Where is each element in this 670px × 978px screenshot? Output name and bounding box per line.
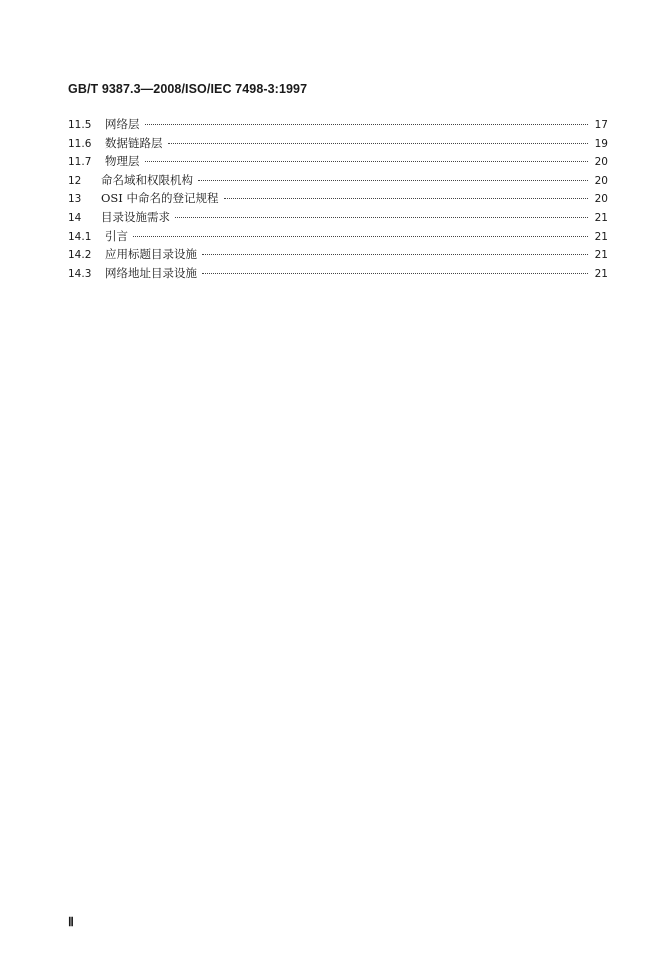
dot-leader (133, 236, 588, 237)
toc-entry-number: 12 (68, 174, 82, 187)
toc-entry-number: 14.3 (68, 267, 92, 280)
toc-entry-title: 网络层 (105, 117, 140, 131)
toc-entry-number: 11.5 (68, 119, 92, 131)
toc-entry-title: 命名域和权限机构 (101, 172, 193, 187)
standard-header: GB/T 9387.3—2008/ISO/IEC 7498-3:1997 (68, 82, 308, 96)
toc-entry-page: 20 (594, 193, 608, 206)
toc-entry-number: 14.1 (68, 230, 92, 243)
toc-entry-title: 应用标题目录设施 (105, 247, 197, 262)
table-of-contents (68, 115, 608, 282)
toc-entry-number: 14 (68, 211, 82, 224)
dot-leader (145, 124, 589, 125)
toc-entry[interactable] (68, 152, 608, 171)
toc-entry-title: 物理层 (105, 154, 140, 169)
toc-entry[interactable] (68, 245, 608, 264)
toc-entry-title: 网络地址目录设施 (105, 265, 197, 280)
toc-entry-page: 21 (594, 267, 608, 280)
toc-entry-number: 11.7 (68, 156, 92, 169)
toc-entry[interactable] (68, 264, 608, 283)
toc-entry-page: 19 (594, 137, 608, 150)
dot-leader (198, 180, 588, 181)
toc-entry-number: 11.6 (68, 137, 92, 150)
toc-entry-number: 13 (68, 193, 82, 206)
dot-leader (224, 198, 588, 199)
toc-entry-page: 20 (594, 174, 608, 187)
toc-entry-title: 目录设施需求 (101, 209, 170, 224)
toc-entry[interactable] (68, 115, 608, 134)
toc-entry-title: 引言 (105, 228, 128, 243)
toc-entry[interactable] (68, 189, 608, 208)
toc-entry[interactable] (68, 171, 608, 190)
toc-entry[interactable] (68, 134, 608, 153)
toc-entry-page: 20 (594, 156, 608, 169)
dot-leader (175, 217, 588, 218)
toc-entry-page: 21 (594, 249, 608, 262)
toc-entry-title: 数据链路层 (105, 135, 163, 150)
dot-leader (202, 254, 588, 255)
toc-entry[interactable] (68, 227, 608, 246)
page-number: Ⅱ (68, 915, 74, 929)
toc-entry-page: 21 (594, 211, 608, 224)
dot-leader (202, 273, 588, 274)
dot-leader (145, 161, 589, 162)
toc-entry[interactable] (68, 208, 608, 227)
toc-entry-page: 17 (594, 119, 608, 131)
toc-entry-number: 14.2 (68, 249, 92, 262)
toc-entry-title: OSI 中命名的登记规程 (101, 191, 219, 206)
dot-leader (168, 143, 589, 144)
toc-entry-page: 21 (594, 230, 608, 243)
